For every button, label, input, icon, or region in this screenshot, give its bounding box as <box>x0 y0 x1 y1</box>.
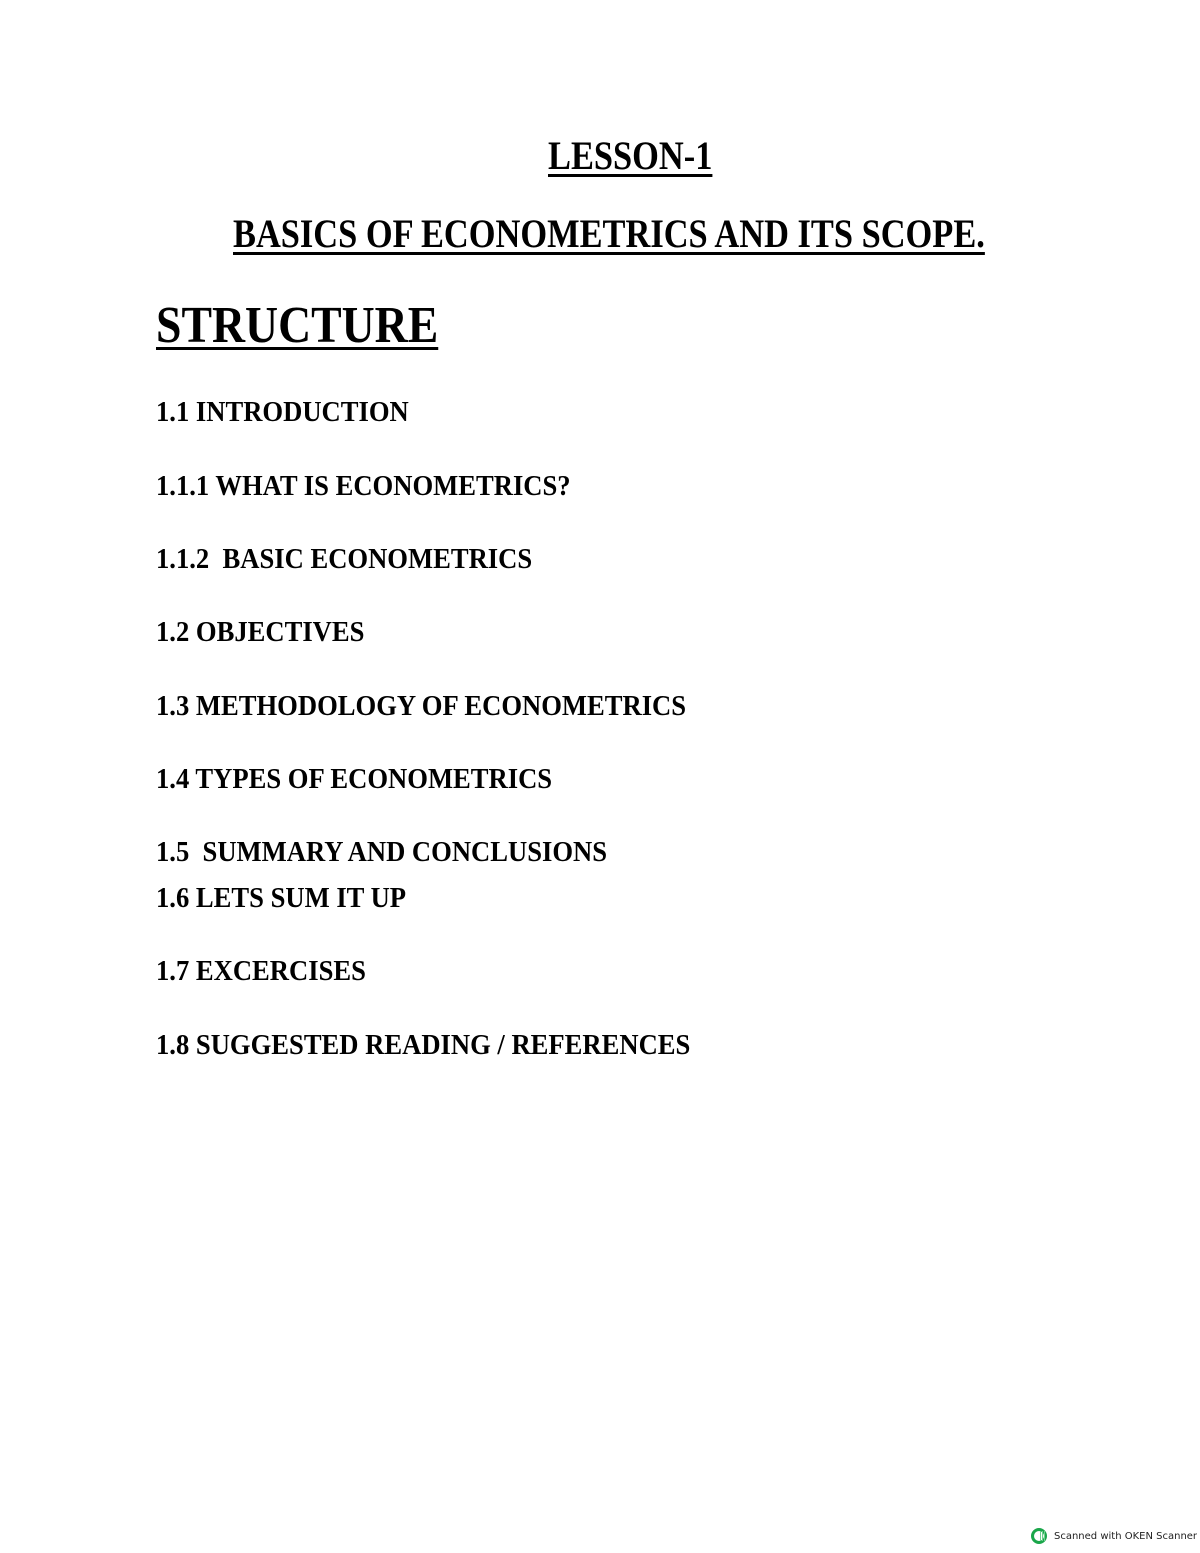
toc-item: 1.8 SUGGESTED READING / REFERENCES <box>156 1030 691 1061</box>
lesson-title: BASICS OF ECONOMETRICS AND ITS SCOPE. <box>233 211 985 256</box>
toc-item: 1.3 METHODOLOGY OF ECONOMETRICS <box>156 691 687 722</box>
toc-item: 1.1.1 WHAT IS ECONOMETRICS? <box>156 471 571 502</box>
scanner-watermark <box>1030 1527 1197 1545</box>
structure-heading: STRUCTURE <box>156 297 439 354</box>
toc-item: 1.6 LETS SUM IT UP <box>156 883 407 914</box>
toc-item: 1.5 SUMMARY AND CONCLUSIONS <box>156 837 608 868</box>
toc-item: 1.7 EXCERCISES <box>156 956 366 987</box>
toc-item: 1.1.2 BASIC ECONOMETRICS <box>156 544 533 575</box>
watermark-text: Scanned with OKEN Scanner <box>1054 1530 1198 1542</box>
toc-item: 1.1 INTRODUCTION <box>156 397 409 428</box>
lesson-label: LESSON-1 <box>548 133 713 178</box>
toc-item: 1.2 OBJECTIVES <box>156 617 365 648</box>
oken-scanner-logo-icon <box>1030 1527 1048 1545</box>
toc-item: 1.4 TYPES OF ECONOMETRICS <box>156 764 553 795</box>
